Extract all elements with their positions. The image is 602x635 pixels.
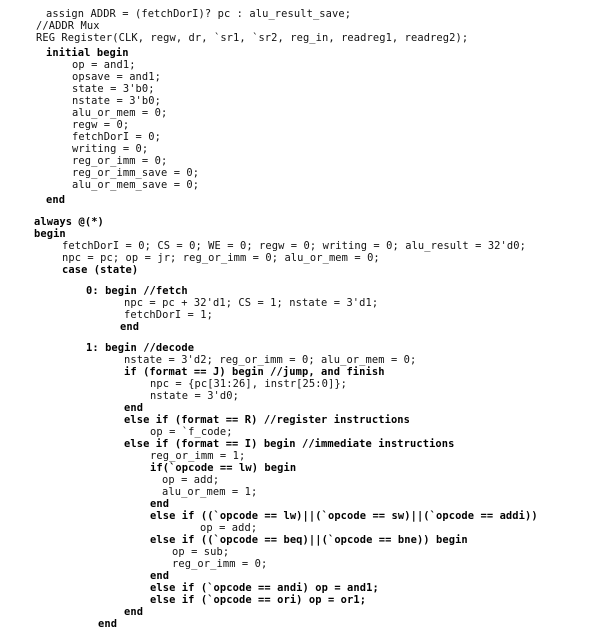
keyword-line: if(`opcode == lw) begin	[150, 462, 297, 474]
keyword-line: else if ((`opcode == lw)||(`opcode == sw)||(`opcode == addi))	[150, 510, 538, 522]
keyword-line: 0: begin //fetch	[86, 285, 188, 297]
code-line: regw = 0;	[72, 119, 130, 131]
code-line: reg_or_imm = 1;	[150, 450, 246, 462]
code-line: REG Register(CLK, regw, dr, `sr1, `sr2, reg_in, readreg1, readreg2);	[36, 32, 469, 44]
keyword-line: else if (`opcode == ori) op = or1;	[150, 594, 367, 606]
code-comment-line: //ADDR Mux	[36, 20, 100, 32]
code-line: op = sub;	[172, 546, 230, 558]
code-line: alu_or_mem_save = 0;	[72, 179, 200, 191]
code-line: assign ADDR = (fetchDorI)? pc : alu_result_save;	[46, 8, 352, 20]
code-line: op = `f_code;	[150, 426, 233, 438]
code-line: reg_or_imm = 0;	[172, 558, 268, 570]
keyword-line: end	[124, 402, 144, 414]
keyword-line: initial begin	[46, 47, 129, 59]
code-line: reg_or_imm = 0;	[72, 155, 168, 167]
keyword-line: end	[98, 618, 118, 630]
code-line: fetchDorI = 0;	[72, 131, 161, 143]
keyword-line: else if (format == R) //register instructions	[124, 414, 411, 426]
code-line: fetchDorI = 1;	[124, 309, 213, 321]
code-line: op = add;	[200, 522, 258, 534]
keyword-line: begin	[34, 228, 66, 240]
code-line: op = and1;	[72, 59, 136, 71]
code-line: npc = pc + 32'd1; CS = 1; nstate = 3'd1;	[124, 297, 379, 309]
code-line: nstate = 3'd0;	[150, 390, 239, 402]
keyword-line: else if (`opcode == andi) op = and1;	[150, 582, 379, 594]
keyword-line: end	[120, 321, 140, 333]
code-line: npc = {pc[31:26], instr[25:0]};	[150, 378, 348, 390]
code-line: state = 3'b0;	[72, 83, 155, 95]
keyword-line: case (state)	[62, 264, 139, 276]
code-line: nstate = 3'b0;	[72, 95, 161, 107]
keyword-line: always @(*)	[34, 216, 104, 228]
keyword-line: if (format == J) begin //jump, and finish	[124, 366, 385, 378]
code-line: writing = 0;	[72, 143, 149, 155]
keyword-line: end	[150, 570, 170, 582]
code-line: alu_or_mem = 0;	[72, 107, 168, 119]
keyword-line: else if ((`opcode == beq)||(`opcode == bne)) begin	[150, 534, 468, 546]
keyword-line: end	[150, 498, 170, 510]
keyword-line: end	[46, 194, 66, 206]
code-line: op = add;	[162, 474, 220, 486]
code-line: fetchDorI = 0; CS = 0; WE = 0; regw = 0; writing = 0; alu_result = 32'd0;	[62, 240, 526, 252]
code-line: npc = pc; op = jr; reg_or_imm = 0; alu_or_mem = 0;	[62, 252, 380, 264]
code-line: reg_or_imm_save = 0;	[72, 167, 200, 179]
code-line: alu_or_mem = 1;	[162, 486, 258, 498]
keyword-line: else if (format == I) begin //immediate instructions	[124, 438, 455, 450]
code-line: opsave = and1;	[72, 71, 161, 83]
keyword-line: 1: begin //decode	[86, 342, 195, 354]
keyword-line: end	[124, 606, 144, 618]
code-line: nstate = 3'd2; reg_or_imm = 0; alu_or_mem = 0;	[124, 354, 417, 366]
